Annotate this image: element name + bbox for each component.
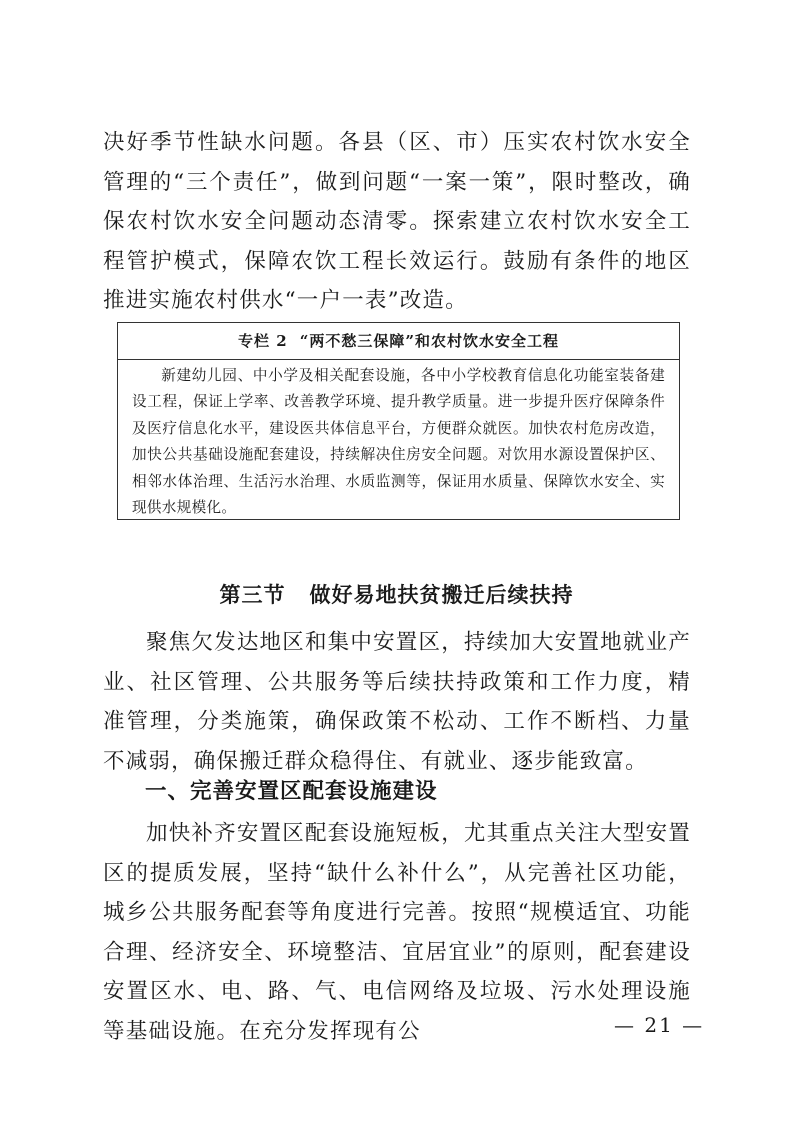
intro-paragraph: 决好季节性缺水问题。各县（区、市）压实农村饮水安全管理的“三个责任”，做到问题“一案一策”，限时整改，确保农村饮水安全问题动态清零。探索建立农村饮水安全工程管护模式，保障农饮工程长效运行。鼓励有条件的地区推进实施农村供水“一户一表”改造。 — [103, 130, 691, 313]
column-box — [117, 322, 680, 520]
column-box-header — [118, 323, 679, 360]
column-box-label: 专栏 2 — [238, 332, 288, 350]
column-box-body: 新建幼儿园、中小学及相关配套设施，各中小学校教育信息化功能室装备建设工程，保证上学率、改善教学环境、提升教学质量。进一步提升医疗保障条件及医疗信息化水平，建设医共体信息平台，方便群众就医。加快农村危房改造，加快公共基础设施配套建设，持续解决住房安全问题。对饮用水源设置保护区、相邻水体治理、生活污水治理、水质监测等，保证用水质量、保障饮水安全、实现供水规模化。 — [132, 367, 665, 517]
section-title: 做好易地扶贫搬迁后续扶持 — [309, 582, 574, 607]
subheading: 一、完善安置区配套设施建设 — [145, 779, 438, 804]
column-box-title: “两不愁三保障”和农村饮水安全工程 — [299, 332, 559, 350]
section-heading — [0, 580, 793, 610]
section-paragraph: 聚焦欠发达地区和集中安置区，持续加大安置地就业产 业、社区管理、公共服务等后续扶持政策和工作力度，精准管理，分类施策，确保政策不松动、工作不断档、力量不减弱，确保搬迁群众稳得住、有就业、逐步能致富。 — [103, 630, 691, 774]
subsection-paragraph: 加快补齐安置区配套设施短板，尤其重点关注大型安置区的提质发展，坚持“缺什么补什么”，从完善社区功能，城乡公共服务配套等角度进行完善。按照“规模适宜、功能合理、经济安全、环境整洁、宜居宜业”的原则，配套建设安置区水、电、路、气、电信网络及垃圾、污水处理设施等基础设施。在充分发挥现有公 — [103, 821, 691, 1044]
section-number: 第三节 — [219, 582, 286, 607]
page-number: — 21 — — [614, 1013, 705, 1037]
